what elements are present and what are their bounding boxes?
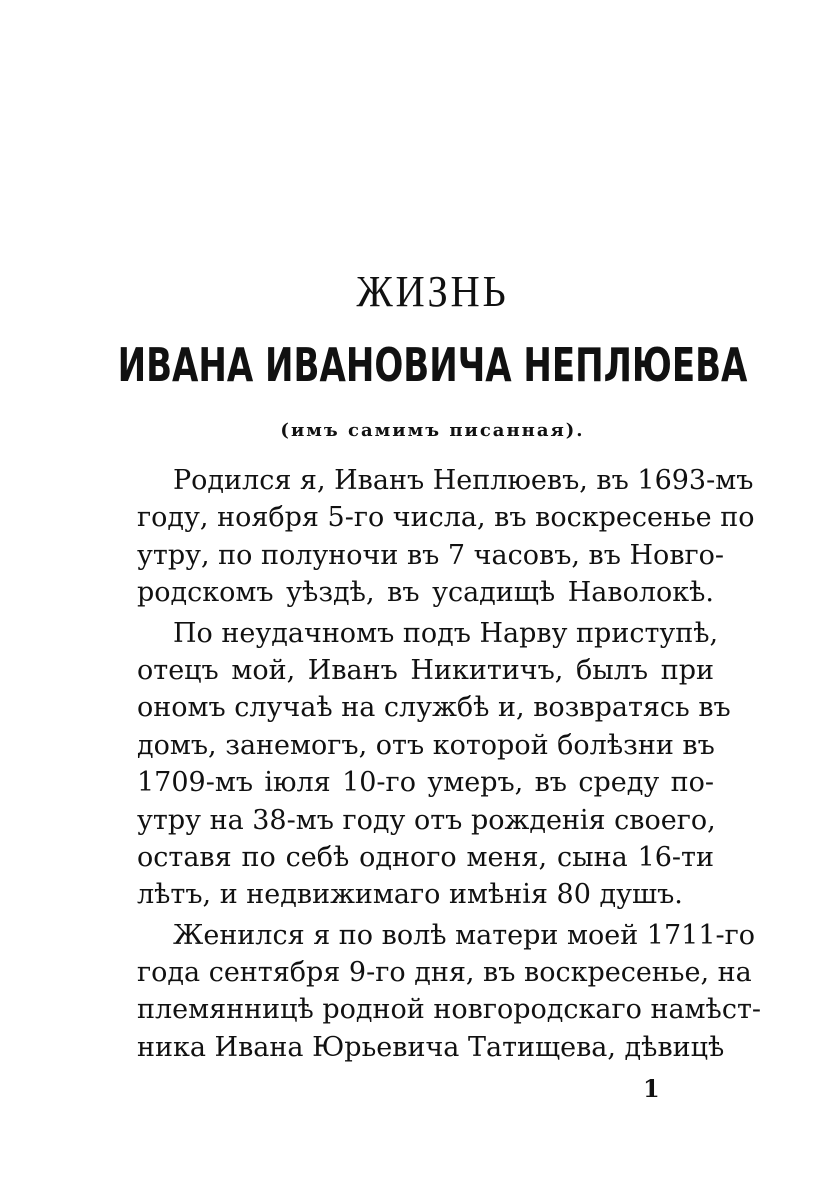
body-text: [137, 462, 762, 1066]
text-line: Родился я, Иванъ Неплюевъ, въ 1693-мъ: [173, 465, 754, 496]
page-number: 1: [643, 1074, 660, 1103]
text-line: отецъ мой, Иванъ Никитичъ, былъ при: [137, 654, 714, 686]
paragraph-1: [137, 462, 755, 612]
text-line: году, ноября 5-го числа, въ воскресенье по: [137, 502, 755, 534]
heading-name: ИВАНА ИВАНОВИЧА НЕПЛЮЕВА: [117, 338, 748, 392]
text-line: Женился я по волѣ матери моей 1711-го: [173, 919, 756, 951]
paragraph-2: [137, 615, 731, 914]
text-line: года сентября 9-го дня, въ воскресенье, на: [137, 957, 752, 989]
paragraph-3: [137, 917, 762, 1067]
text-line: племянницѣ родной новгородскаго намѣст-: [137, 994, 762, 1026]
text-line: лѣтъ, и недвижимаго имѣнія 80 душъ.: [137, 879, 683, 911]
text-line: ника Ивана Юрьевича Татищева, дѣвицѣ: [137, 1031, 725, 1063]
text-line: родскомъ уѣздѣ, въ усадищѣ Наволокѣ.: [137, 577, 714, 609]
text-line: оставя по себѣ одного меня, сына 16-ти: [137, 841, 714, 873]
text-line: утру, по полуночи въ 7 часовъ, въ Новго-: [137, 539, 725, 571]
text-line: домъ, занемогъ, отъ которой болѣзни въ: [137, 729, 715, 761]
subtitle: (имъ самимъ писанная).: [280, 420, 585, 441]
text-line: ономъ случаѣ на службѣ и, возвратясь въ: [137, 692, 731, 724]
text-line: По неудачномъ подъ Нарву приступѣ,: [173, 617, 719, 649]
text-line: 1709-мъ іюля 10-го умеръ, въ среду по-: [137, 767, 714, 799]
heading-life: ЖИЗНЬ: [356, 267, 509, 316]
text-line: утру на 38-мъ году отъ рожденія своего,: [137, 804, 716, 836]
